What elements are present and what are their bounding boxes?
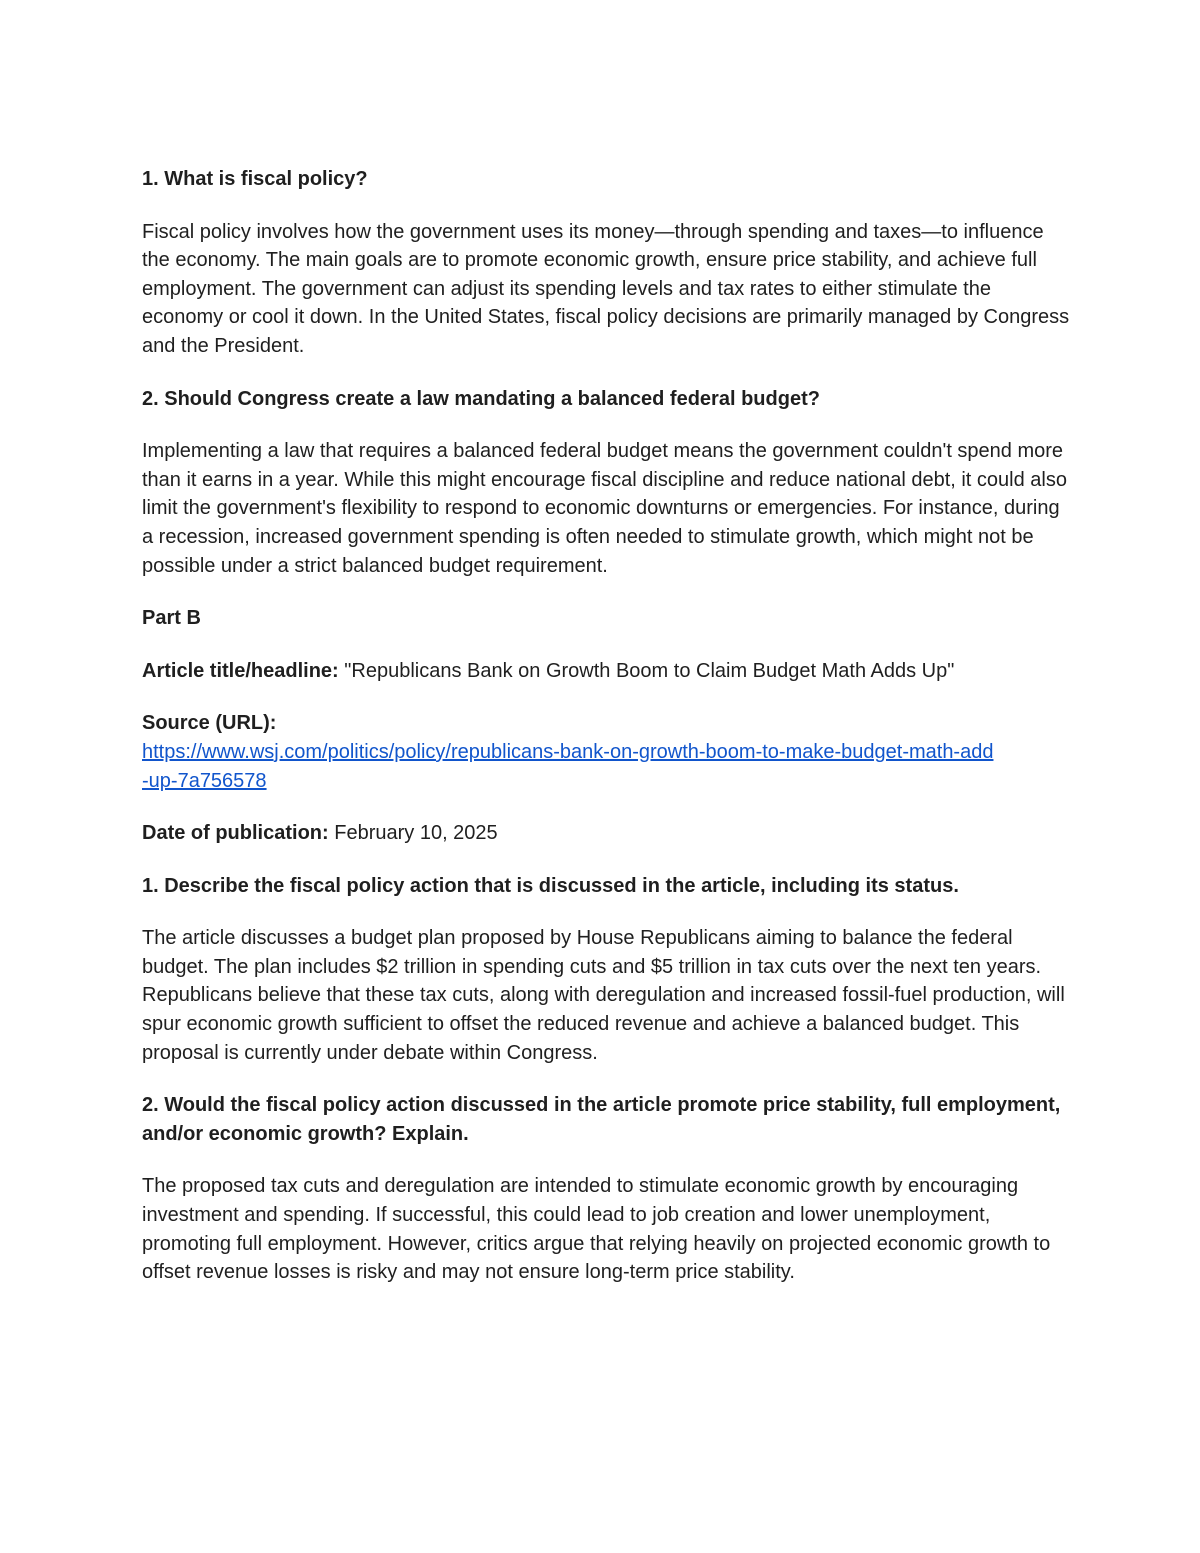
article-title-label: Article title/headline: [142, 659, 339, 682]
part-b-question-2-heading: 2. Would the fiscal policy action discussed in the article promote price stability, full employment, and/or economic growth? Explain. [142, 1094, 1061, 1145]
article-date-field [142, 819, 1072, 848]
part-a-question-1-heading: 1. What is fiscal policy? [142, 168, 368, 190]
article-source-label: Source (URL): [142, 712, 277, 735]
article-source-link[interactable] [142, 741, 993, 792]
part-a-question-1-answer: Fiscal policy involves how the government uses its money—through spending and taxes—to influence the economy. The main goals are to promote economic growth, ensure price stability, and achieve full employment. The government can adjust its spending levels and tax rates to either stimulate the economy or cool it down. In the United States, fiscal policy decisions are primarily managed by Congress and the President. [142, 220, 1070, 357]
part-b-question-1-answer: The article discusses a budget plan proposed by House Republicans aiming to balance the federal budget. The plan includes $2 trillion in spending cuts and $5 trillion in tax cuts over the next ten years. Republicans believe that these tax cuts, along with deregulation and increased fossil-fuel production, will spur economic growth sufficient to offset the reduced revenue and achieve a balanced budget. This proposal is currently under debate within Congress. [142, 927, 1065, 1064]
part-b-question-1-heading: 1. Describe the fiscal policy action that is discussed in the article, including its status. [142, 874, 959, 897]
article-title-value: "Republicans Bank on Growth Boom to Claim Budget Math Adds Up" [344, 659, 955, 682]
document-page [142, 165, 1072, 1311]
part-a-question-2-heading: 2. Should Congress create a law mandating a balanced federal budget? [142, 387, 820, 410]
article-date-value: February 10, 2025 [334, 822, 498, 845]
article-title-field [142, 657, 1072, 686]
article-source-url-line-1: https://www.wsj.com/politics/policy/republicans-bank-on-growth-boom-to-make-budget-math-add [142, 740, 994, 763]
part-b-question-2-answer: The proposed tax cuts and deregulation are intended to stimulate economic growth by encouraging investment and spending. If successful, this could lead to job creation and lower unemployment, promoting full employment. However, critics argue that relying heavily on projected economic growth to offset revenue losses is risky and may not ensure long-term price stability. [142, 1175, 1051, 1284]
article-date-label: Date of publication: [142, 822, 329, 845]
article-source-url-line-2: -up-7a756578 [142, 769, 267, 792]
part-a-question-2-answer: Implementing a law that requires a balanced federal budget means the government couldn't spend more than it earns in a year. While this might encourage fiscal discipline and reduce national debt, it could also limit the government's flexibility to respond to economic downturns or emergencies. For instance, during a recession, increased government spending is often needed to stimulate growth, which might not be possible under a strict balanced budget requirement. [142, 440, 1067, 577]
part-b-heading: Part B [142, 607, 201, 630]
article-source-field [142, 709, 1072, 795]
